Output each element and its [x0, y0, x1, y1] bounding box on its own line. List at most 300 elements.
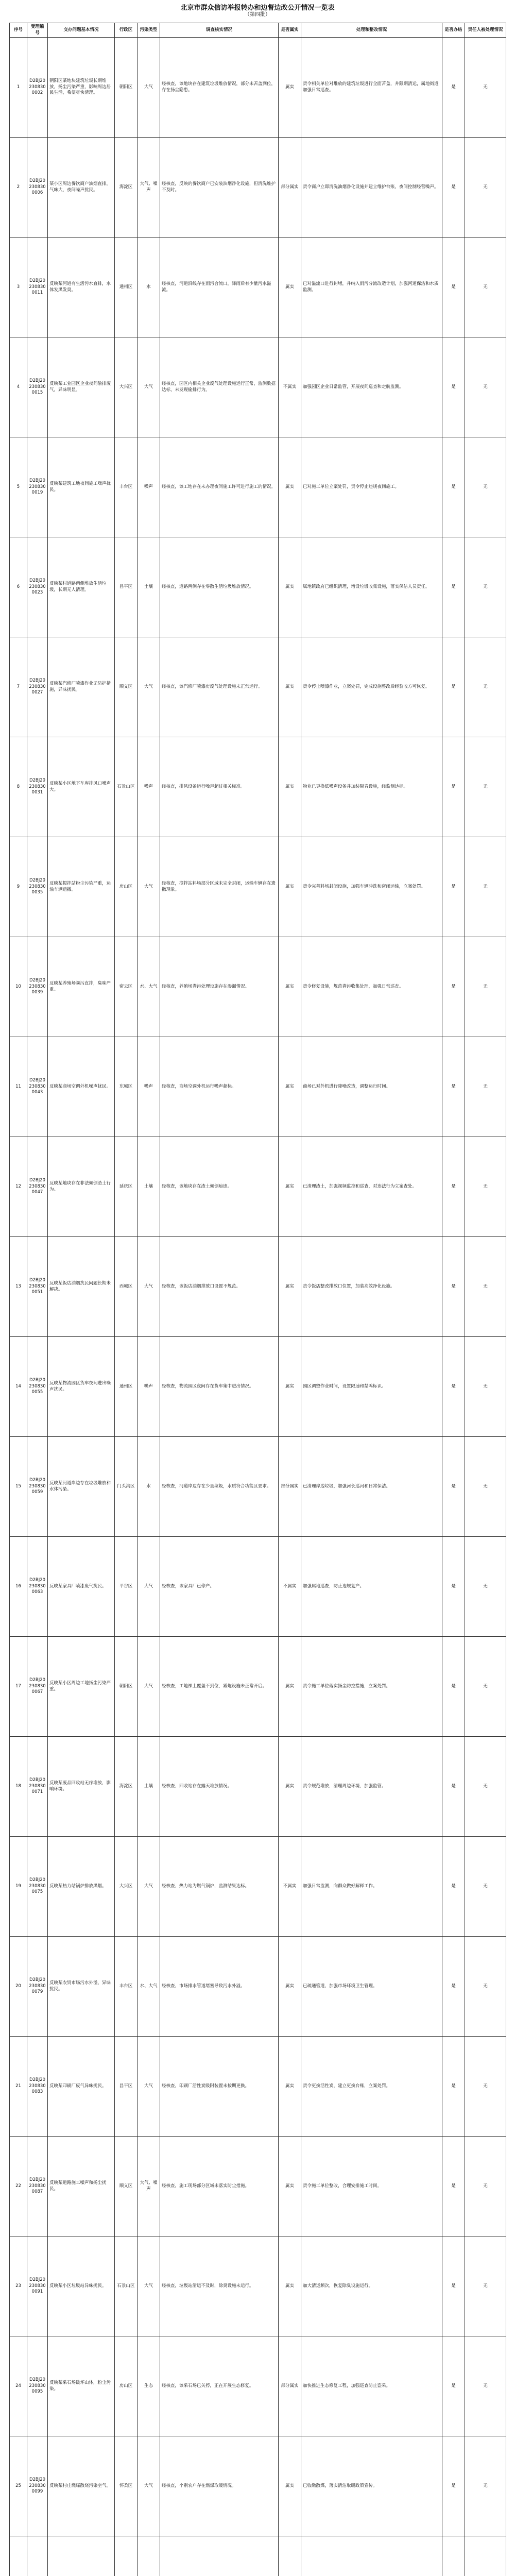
row-code [27, 2536, 48, 2576]
row-no: 12 [10, 1137, 27, 1237]
table-row [10, 38, 506, 138]
row-code: D2BJ202308300075 [27, 1837, 48, 1937]
row-problem: 反映某家具厂喷漆废气扰民。 [48, 1537, 115, 1637]
row-problem: 反映某农贸市场污水外溢，异味扰民。 [48, 1937, 115, 2037]
row-penalty: 无 [465, 937, 506, 1037]
row-penalty: 无 [465, 637, 506, 737]
row-no: 15 [10, 1437, 27, 1537]
row-problem: 反映某热力站锅炉排放黑烟。 [48, 1837, 115, 1937]
row-problem: 反映某小区地下车库排风口噪声大。 [48, 737, 115, 837]
row-real: 属实 [279, 637, 301, 737]
row-finding: 经核查，商场空调外机运行噪声超标。 [160, 1037, 279, 1137]
row-no: 8 [10, 737, 27, 837]
title-block [0, 0, 515, 22]
row-problem: 反映某小区垃圾站异味扰民。 [48, 2236, 115, 2336]
row-finding: 经核查，该工地存在未办理夜间施工许可进行施工的情况。 [160, 437, 279, 537]
row-no: 5 [10, 437, 27, 537]
row-action: 责令相关单位对堆放的建筑垃圾进行全面苫盖，并限期清运，属地街道加强日常巡查。 [301, 38, 442, 138]
row-finding: 经核查，排风设备运行噪声超过相关标准。 [160, 737, 279, 837]
row-done: 是 [442, 437, 465, 537]
row-action: 责令完善料场封闭设施，加强车辆冲洗和密闭运输，立案处罚。 [301, 837, 442, 937]
row-type: 大气、噪声 [138, 138, 160, 238]
table-header-row [10, 23, 506, 38]
row-action: 责令更换活性炭，建立更换台账，立案处罚。 [301, 2037, 442, 2137]
row-action: 物业已更换低噪声设备并加装隔音设施，经监测达标。 [301, 737, 442, 837]
row-problem: 某小区周边餐饮商户油烟直排，气味大，夜间噪声扰民。 [48, 138, 115, 238]
row-code: D2BJ202308300063 [27, 1537, 48, 1637]
table-row [10, 437, 506, 537]
row-real: 不属实 [279, 1537, 301, 1637]
row-district: 朝阳区 [115, 38, 138, 138]
row-problem [48, 2536, 115, 2576]
row-district: 石景山区 [115, 2236, 138, 2336]
row-real: 属实 [279, 1937, 301, 2037]
row-code: D2BJ202308300055 [27, 1337, 48, 1437]
row-penalty: 无 [465, 1737, 506, 1837]
row-real: 属实 [279, 537, 301, 637]
page-title: 北京市群众信访举报转办和边督边改公开情况一览表 [180, 4, 335, 12]
header-no: 序号 [10, 23, 27, 38]
row-action: 商场已对外机进行降噪改造，调整运行时间。 [301, 1037, 442, 1137]
row-type: 大气 [138, 337, 160, 437]
row-real: 部分属实 [279, 1437, 301, 1537]
row-finding: 经核查，河道沿线存在雨污合流口，降雨后有少量污水溢流。 [160, 238, 279, 337]
row-action: 责令施工单位落实扬尘防控措施，立案处罚。 [301, 1637, 442, 1737]
row-code: D2BJ202308300079 [27, 1937, 48, 2037]
row-code: D2BJ202308300035 [27, 837, 48, 937]
table-row [10, 2436, 506, 2536]
row-type: 噪声 [138, 737, 160, 837]
row-district: 海淀区 [115, 1737, 138, 1837]
row-problem: 朝阳区某地块建筑垃圾长期堆放，扬尘污染严重，影响周边居民生活，希望尽快清理。 [48, 38, 115, 138]
row-finding: 经核查，市场排水管道堵塞导致污水外溢。 [160, 1937, 279, 2037]
row-type: 土壤 [138, 1137, 160, 1237]
row-district: 石景山区 [115, 737, 138, 837]
row-action: 责令停止喷漆作业，立案处罚，完成设施整改后经验收方可恢复。 [301, 637, 442, 737]
row-code: D2BJ202308300099 [27, 2436, 48, 2536]
row-real: 属实 [279, 1737, 301, 1837]
table-row [10, 2137, 506, 2236]
row-penalty: 无 [465, 238, 506, 337]
row-no: 10 [10, 937, 27, 1037]
row-district: 昌平区 [115, 2037, 138, 2137]
table-row [10, 2336, 506, 2436]
row-finding: 经核查，养殖场粪污处理设施存在渗漏情况。 [160, 937, 279, 1037]
header-action: 处理和整改情况 [301, 23, 442, 38]
row-finding: 经核查，该家具厂已停产。 [160, 1537, 279, 1637]
row-finding: 经核查，该饭店油烟排放口设置不规范。 [160, 1237, 279, 1337]
row-code: D2BJ202308300019 [27, 437, 48, 537]
header-real: 是否属实 [279, 23, 301, 38]
row-no: 3 [10, 238, 27, 337]
row-penalty: 无 [465, 1237, 506, 1337]
row-finding: 经核查，该地块存在渣土倾倒痕迹。 [160, 1137, 279, 1237]
row-type: 土壤 [138, 537, 160, 637]
row-type: 大气 [138, 38, 160, 138]
row-penalty: 无 [465, 138, 506, 238]
row-problem: 反映某村庄燃煤散烧污染空气。 [48, 2436, 115, 2536]
table-row [10, 1137, 506, 1237]
row-district: 房山区 [115, 837, 138, 937]
row-done: 是 [442, 2236, 465, 2336]
row-district: 怀柔区 [115, 2436, 138, 2536]
table-row [10, 238, 506, 337]
row-penalty: 无 [465, 2436, 506, 2536]
row-no: 13 [10, 1237, 27, 1337]
header-done: 是否办结 [442, 23, 465, 38]
row-done: 是 [442, 1537, 465, 1637]
row-no: 18 [10, 1737, 27, 1837]
row-district: 大兴区 [115, 1837, 138, 1937]
row-action: 责令商户立即清洗油烟净化设施并建立维护台账，夜间控制经营噪声。 [301, 138, 442, 238]
row-real: 部分属实 [279, 138, 301, 238]
row-code: D2BJ202308300091 [27, 2236, 48, 2336]
row-problem: 反映某河道有生活污水直排，水体发黑发臭。 [48, 238, 115, 337]
row-real: 属实 [279, 238, 301, 337]
row-real: 属实 [279, 2236, 301, 2336]
row-problem: 反映某养殖场粪污直排，臭味严重。 [48, 937, 115, 1037]
row-district: 门头沟区 [115, 1437, 138, 1537]
table-row [10, 537, 506, 637]
row-done: 是 [442, 238, 465, 337]
table-row [10, 2037, 506, 2137]
row-type [138, 2536, 160, 2576]
row-done: 是 [442, 1737, 465, 1837]
row-action: 责令施工单位整改，合理安排施工时间。 [301, 2137, 442, 2236]
table-row [10, 1337, 506, 1437]
row-done: 是 [442, 2336, 465, 2436]
row-type: 土壤 [138, 1737, 160, 1837]
row-code: D2BJ202308300059 [27, 1437, 48, 1537]
row-finding: 经核查，物流园区夜间存在货车集中进出情况。 [160, 1337, 279, 1437]
row-done: 是 [442, 837, 465, 937]
row-real: 部分属实 [279, 2336, 301, 2436]
row-district: 平谷区 [115, 1537, 138, 1637]
row-district: 海淀区 [115, 138, 138, 238]
row-real: 属实 [279, 437, 301, 537]
row-problem: 反映某饭店油烟扰民问题长期未解决。 [48, 1237, 115, 1337]
row-done: 是 [442, 637, 465, 737]
row-district: 东城区 [115, 1037, 138, 1137]
table-row [10, 1537, 506, 1637]
row-done: 是 [442, 138, 465, 238]
row-finding: 经核查，个别农户存在燃煤取暖情况。 [160, 2436, 279, 2536]
row-done: 是 [442, 537, 465, 637]
row-done: 是 [442, 1137, 465, 1237]
table-row [10, 737, 506, 837]
row-action: 加快推进生态修复工程，加强巡查防止盗采。 [301, 2336, 442, 2436]
row-code: D2BJ202308300095 [27, 2336, 48, 2436]
row-finding: 经核查，园区内相关企业废气处理设施运行正常，监测数据达标，未发现偷排行为。 [160, 337, 279, 437]
row-done: 是 [442, 38, 465, 138]
row-finding: 经核查，该采石场已关停，正在开展生态修复。 [160, 2336, 279, 2436]
row-district [115, 2536, 138, 2576]
row-action: 加大清运频次，恢复除臭设施运行。 [301, 2236, 442, 2336]
header-penalty: 责任人被处理情况 [465, 23, 506, 38]
row-finding: 经核查，道路两侧存在零散生活垃圾堆放情况。 [160, 537, 279, 637]
row-type: 生态 [138, 2336, 160, 2436]
table-row [10, 1837, 506, 1937]
row-problem: 反映某废品回收站无序堆放，影响环境。 [48, 1737, 115, 1837]
row-finding: 经核查，垃圾站清运不及时，除臭设施未运行。 [160, 2236, 279, 2336]
row-code: D2BJ202308300023 [27, 537, 48, 637]
row-district: 延庆区 [115, 1137, 138, 1237]
row-finding: 经核查，工地裸土覆盖不到位，雾炮设施未正常开启。 [160, 1637, 279, 1737]
row-action [301, 2536, 442, 2576]
row-problem: 反映某道路施工噪声和扬尘扰民。 [48, 2137, 115, 2236]
row-finding: 经核查，该地块存在建筑垃圾堆放情况，部分未苫盖到位，存在扬尘隐患。 [160, 38, 279, 138]
row-finding: 经核查，回收站存在露天堆放情况。 [160, 1737, 279, 1837]
row-district: 丰台区 [115, 1937, 138, 2037]
row-district: 顺义区 [115, 637, 138, 737]
row-penalty: 无 [465, 1337, 506, 1437]
row-penalty: 无 [465, 2037, 506, 2137]
row-action: 责令饭店整改排放口位置，加装高效净化设施。 [301, 1237, 442, 1337]
row-action: 责令规范堆放，清理周边环境，加强监管。 [301, 1737, 442, 1837]
row-code: D2BJ202308300027 [27, 637, 48, 737]
row-finding: 经核查，印刷厂活性炭吸附装置未按期更换。 [160, 2037, 279, 2137]
row-penalty: 无 [465, 437, 506, 537]
row-code: D2BJ202308300039 [27, 937, 48, 1037]
table-row [10, 1937, 506, 2037]
row-real: 属实 [279, 1637, 301, 1737]
row-action: 已对施工单位立案处罚，责令停止违规夜间施工。 [301, 437, 442, 537]
row-penalty: 无 [465, 1437, 506, 1537]
row-no: 24 [10, 2336, 27, 2436]
row-type: 大气 [138, 2436, 160, 2536]
row-problem: 反映某采石场破坏山体，粉尘污染。 [48, 2336, 115, 2436]
table-body [10, 38, 506, 2576]
row-no: 20 [10, 1937, 27, 2037]
table-row [10, 837, 506, 937]
row-code: D2BJ202308300002 [27, 38, 48, 138]
row-code: D2BJ202308300043 [27, 1037, 48, 1137]
row-no: 1 [10, 38, 27, 138]
row-penalty: 无 [465, 1937, 506, 2037]
table-row [10, 937, 506, 1037]
row-real: 属实 [279, 837, 301, 937]
row-no: 16 [10, 1537, 27, 1637]
row-type: 大气 [138, 1637, 160, 1737]
row-type: 水、大气 [138, 1937, 160, 2037]
row-action: 已疏通管道，加强市场环境卫生管理。 [301, 1937, 442, 2037]
row-district: 西城区 [115, 1237, 138, 1337]
row-real: 属实 [279, 737, 301, 837]
row-district: 丰台区 [115, 437, 138, 537]
row-no [10, 2536, 27, 2576]
row-code: D2BJ202308300083 [27, 2037, 48, 2137]
row-no: 23 [10, 2236, 27, 2336]
row-type: 大气 [138, 1237, 160, 1337]
row-penalty: 无 [465, 837, 506, 937]
row-penalty: 无 [465, 2137, 506, 2236]
table-row [10, 1637, 506, 1737]
header-problem: 交办问题基本情况 [48, 23, 115, 38]
row-real [279, 2536, 301, 2576]
row-penalty: 无 [465, 737, 506, 837]
row-action: 加强属地巡查，防止违规复产。 [301, 1537, 442, 1637]
row-action: 加强日常监测，向群众做好解释工作。 [301, 1837, 442, 1937]
table-row [10, 2236, 506, 2336]
row-type: 噪声 [138, 437, 160, 537]
row-no: 7 [10, 637, 27, 737]
row-code: D2BJ202308300067 [27, 1637, 48, 1737]
row-problem: 反映某建筑工地夜间施工噪声扰民。 [48, 437, 115, 537]
row-problem: 反映某村道路两侧堆放生活垃圾，长期无人清理。 [48, 537, 115, 637]
row-type: 大气 [138, 2236, 160, 2336]
row-penalty: 无 [465, 537, 506, 637]
row-no: 19 [10, 1837, 27, 1937]
row-type: 大气 [138, 837, 160, 937]
header-type: 污染类型 [138, 23, 160, 38]
row-problem: 反映某搅拌站粉尘污染严重，运输车辆遗撒。 [48, 837, 115, 937]
row-code: D2BJ202308300071 [27, 1737, 48, 1837]
table-row [10, 2536, 506, 2576]
row-no: 14 [10, 1337, 27, 1437]
table-row [10, 337, 506, 437]
row-penalty: 无 [465, 1137, 506, 1237]
row-real: 属实 [279, 1037, 301, 1137]
row-done: 是 [442, 1237, 465, 1337]
row-finding: 经核查，热力站为燃气锅炉，监测结果达标。 [160, 1837, 279, 1937]
row-real: 属实 [279, 1337, 301, 1437]
row-no: 2 [10, 138, 27, 238]
row-real: 属实 [279, 2037, 301, 2137]
row-action: 责令修复设施，规范粪污收集处理，加强日常巡查。 [301, 937, 442, 1037]
row-no: 21 [10, 2037, 27, 2137]
row-done: 是 [442, 1637, 465, 1737]
row-action: 园区调整作业时间，设置限速和禁鸣标识。 [301, 1337, 442, 1437]
table-row [10, 138, 506, 238]
row-no: 11 [10, 1037, 27, 1137]
row-done: 是 [442, 337, 465, 437]
row-done: 是 [442, 1037, 465, 1137]
row-real: 属实 [279, 1237, 301, 1337]
row-finding: 经核查，搅拌站料场部分区域未完全封闭，运输车辆存在遗撒现象。 [160, 837, 279, 937]
row-penalty: 无 [465, 2236, 506, 2336]
row-problem: 反映某工业园区企业夜间偷排废气，异味明显。 [48, 337, 115, 437]
row-district: 顺义区 [115, 2137, 138, 2236]
row-code: D2BJ202308300051 [27, 1237, 48, 1337]
row-type: 噪声 [138, 1037, 160, 1137]
row-no: 6 [10, 537, 27, 637]
row-done: 是 [442, 2436, 465, 2536]
row-no: 9 [10, 837, 27, 937]
row-problem: 反映某商场空调外机噪声扰民。 [48, 1037, 115, 1137]
page-subtitle: （第四批） [245, 11, 270, 18]
table-row [10, 637, 506, 737]
row-district: 通州区 [115, 1337, 138, 1437]
row-district: 通州区 [115, 238, 138, 337]
row-district: 大兴区 [115, 337, 138, 437]
row-penalty: 无 [465, 2336, 506, 2436]
row-finding: 经核查，反映的餐饮商户已安装油烟净化设施，但清洗维护不及时。 [160, 138, 279, 238]
row-no: 17 [10, 1637, 27, 1737]
row-real: 不属实 [279, 337, 301, 437]
row-finding: 经核查，该汽修厂喷漆房废气处理设施未正常运行。 [160, 637, 279, 737]
row-penalty: 无 [465, 1537, 506, 1637]
row-code: D2BJ202308300015 [27, 337, 48, 437]
row-penalty: 无 [465, 1837, 506, 1937]
row-problem: 反映某地块存在非法倾倒渣土行为。 [48, 1137, 115, 1237]
row-no: 22 [10, 2137, 27, 2236]
row-done: 是 [442, 1437, 465, 1537]
row-code: D2BJ202308300087 [27, 2137, 48, 2236]
row-real: 属实 [279, 937, 301, 1037]
row-problem: 反映某印刷厂废气异味扰民。 [48, 2037, 115, 2137]
row-done: 是 [442, 937, 465, 1037]
row-code: D2BJ202308300047 [27, 1137, 48, 1237]
row-real: 属实 [279, 2436, 301, 2536]
row-penalty: 无 [465, 337, 506, 437]
row-finding: 经核查，施工现场部分区域未落实防尘措施。 [160, 2137, 279, 2236]
row-problem: 反映某河道岸边存在垃圾堆放和水体污染。 [48, 1437, 115, 1537]
row-code: D2BJ202308300006 [27, 138, 48, 238]
row-code: D2BJ202308300031 [27, 737, 48, 837]
row-real: 属实 [279, 1137, 301, 1237]
row-problem: 反映某汽修厂喷漆作业无防护措施，异味扰民。 [48, 637, 115, 737]
row-action: 属地镇政府已组织清理，增设垃圾收集设施，落实保洁人员责任。 [301, 537, 442, 637]
row-penalty: 无 [465, 38, 506, 138]
row-type: 大气 [138, 1537, 160, 1637]
header-district: 行政区 [115, 23, 138, 38]
table-row [10, 1737, 506, 1837]
row-finding: 经核查，河道岸边存在少量垃圾，水质符合功能区要求。 [160, 1437, 279, 1537]
row-done: 是 [442, 2137, 465, 2236]
complaint-table [9, 23, 506, 2576]
row-type: 大气 [138, 1837, 160, 1937]
row-district: 朝阳区 [115, 1637, 138, 1737]
row-penalty: 无 [465, 1037, 506, 1137]
row-action: 加强园区企业日常监管，开展夜间巡查和走航监测。 [301, 337, 442, 437]
row-real: 不属实 [279, 1837, 301, 1937]
row-type: 大气、噪声 [138, 2137, 160, 2236]
row-action: 已对溢流口进行封堵，并纳入雨污分流改造计划，加强河道保洁和水质监测。 [301, 238, 442, 337]
row-type: 噪声 [138, 1337, 160, 1437]
row-action: 已清理渣土，加强视频监控和巡查，对违法行为立案查处。 [301, 1137, 442, 1237]
row-penalty [465, 2536, 506, 2576]
row-done: 是 [442, 1837, 465, 1937]
row-action: 已收缴散煤，落实清洁取暖政策宣传。 [301, 2436, 442, 2536]
row-problem: 反映某小区周边工地扬尘污染严重。 [48, 1637, 115, 1737]
table-row [10, 1237, 506, 1337]
header-code: 受理编号 [27, 23, 48, 38]
row-real: 属实 [279, 38, 301, 138]
row-real: 属实 [279, 2137, 301, 2236]
row-type: 大气 [138, 2037, 160, 2137]
row-done: 是 [442, 1937, 465, 2037]
row-done: 是 [442, 2037, 465, 2137]
header-finding: 调查核实情况 [160, 23, 279, 38]
row-type: 水 [138, 1437, 160, 1537]
row-district: 昌平区 [115, 537, 138, 637]
row-done: 是 [442, 737, 465, 837]
row-type: 大气 [138, 637, 160, 737]
row-done: 是 [442, 1337, 465, 1437]
row-district: 房山区 [115, 2336, 138, 2436]
row-no: 4 [10, 337, 27, 437]
row-finding [160, 2536, 279, 2576]
row-code: D2BJ202308300011 [27, 238, 48, 337]
row-type: 水、大气 [138, 937, 160, 1037]
row-problem: 反映某物流园区货车夜间进出噪声扰民。 [48, 1337, 115, 1437]
table-row [10, 1037, 506, 1137]
row-district: 密云区 [115, 937, 138, 1037]
table-row [10, 1437, 506, 1537]
row-no: 25 [10, 2436, 27, 2536]
row-action: 已清理岸边垃圾，加强河长巡河和日常保洁。 [301, 1437, 442, 1537]
row-done [442, 2536, 465, 2576]
